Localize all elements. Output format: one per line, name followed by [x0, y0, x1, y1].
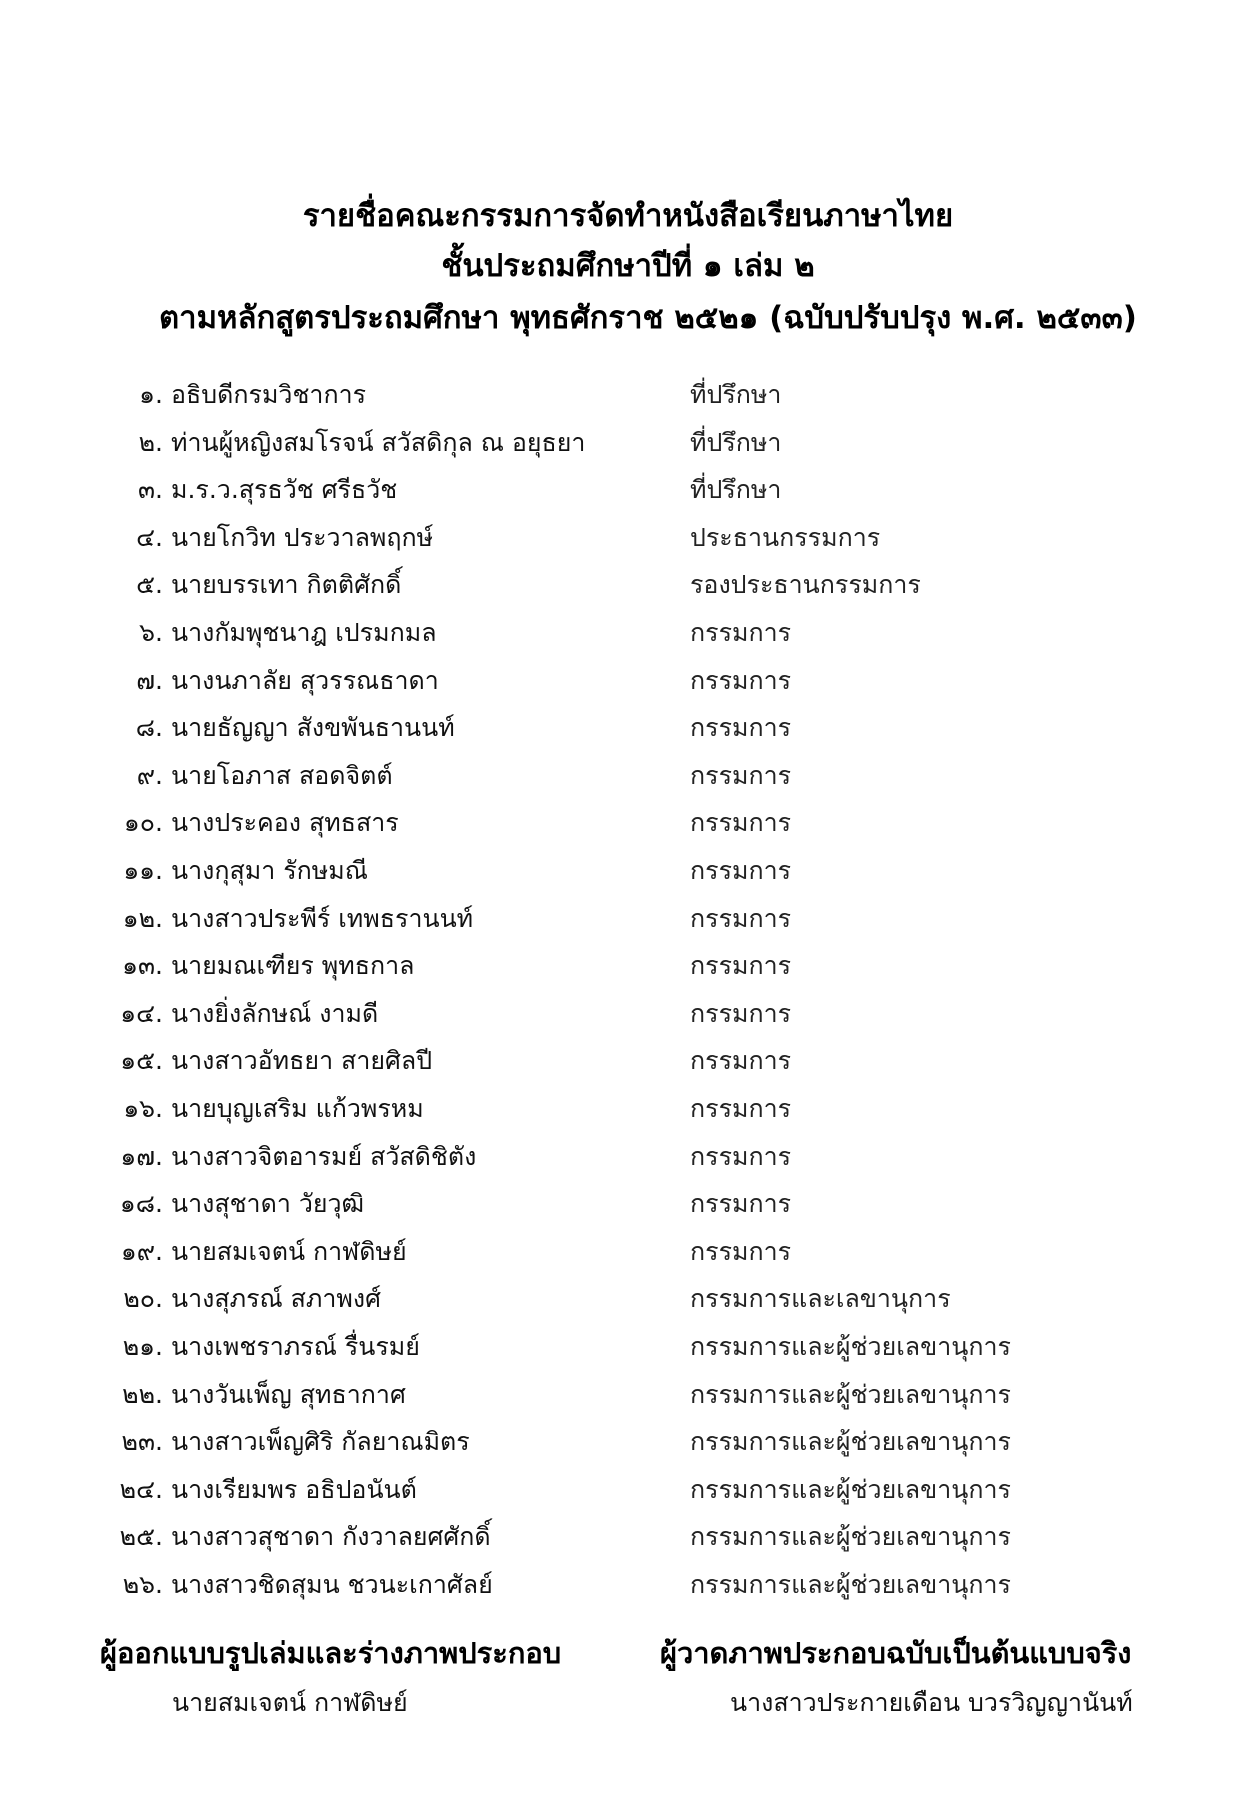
- item-number: ๑๖.: [123, 1094, 163, 1123]
- list-item: [0, 994, 1256, 1040]
- member-name: ม.ร.ว.สุรธวัช ศรีธวัช: [171, 475, 398, 505]
- member-name: นางสาวจิตอารมย์ สวัสดิชิตัง: [171, 1141, 477, 1171]
- item-number: ๑๕.: [120, 1046, 163, 1076]
- designer-heading: ผู้ออกแบบรูปเล่มและร่างภาพประกอบ: [100, 1636, 562, 1670]
- member-name: นางกุสุมา รักษมณี: [171, 856, 368, 885]
- item-number: ๙.: [136, 760, 163, 790]
- member-role: กรรมการ: [690, 951, 792, 981]
- member-name: ท่านผู้หญิงสมโรจน์ สวัสดิกุล ณ อยุธยา: [171, 427, 586, 457]
- list-item: [0, 756, 1256, 802]
- member-name: นายธัญญา สังขพันธานนท์: [171, 713, 455, 743]
- item-number: ๒๖.: [122, 1570, 163, 1599]
- member-name: นางสาวอัทธยา สายศิลปี: [171, 1046, 433, 1076]
- member-role: ที่ปรึกษา: [690, 380, 782, 409]
- member-name: นางสุภรณ์ สภาพงศ์: [171, 1284, 381, 1314]
- member-role: กรรมการ: [690, 1189, 792, 1219]
- member-role: กรรมการ: [690, 665, 792, 695]
- member-name: นางสาวสุชาดา กังวาลยศศักดิ์: [171, 1522, 491, 1552]
- list-item: [0, 518, 1256, 564]
- member-name: นางสาวชิดสุมน ชวนะเกาศัลย์: [171, 1570, 493, 1599]
- item-number: ๒๒.: [122, 1379, 163, 1409]
- member-role: กรรมการ: [690, 903, 792, 933]
- member-role: กรรมการและผู้ช่วยเลขานุการ: [690, 1379, 1011, 1409]
- list-item: [0, 1517, 1256, 1563]
- member-name: นายโอภาส สอดจิตต์: [171, 760, 393, 790]
- member-name: นายสมเจตน์ กาฬดิษย์: [171, 1236, 407, 1266]
- title-line-1: รายชื่อคณะกรรมการจัดทำหนังสือเรียนภาษาไทย: [302, 198, 954, 234]
- item-number: ๒๐.: [123, 1284, 163, 1314]
- member-name: นางเรียมพร อธิปอนันต์: [171, 1474, 417, 1504]
- list-item: [0, 1232, 1256, 1278]
- list-item: [0, 803, 1256, 849]
- member-role: กรรมการและเลขานุการ: [690, 1284, 951, 1314]
- member-role: กรรมการและผู้ช่วยเลขานุการ: [690, 1522, 1011, 1552]
- item-number: ๒๕.: [119, 1522, 163, 1552]
- item-number: ๒๔.: [119, 1474, 163, 1504]
- member-role: กรรมการและผู้ช่วยเลขานุการ: [690, 1570, 1011, 1599]
- member-name: นายมณเฑียร พุทธกาล: [171, 951, 415, 981]
- member-role: ที่ปรึกษา: [690, 475, 782, 505]
- member-name: นางเพชราภรณ์ รื่นรมย์: [171, 1332, 420, 1361]
- member-name: นายโกวิท ประวาลพฤกษ์: [171, 522, 434, 552]
- item-number: ๔.: [136, 522, 163, 552]
- item-number: ๑๓.: [122, 951, 163, 981]
- item-number: ๘.: [135, 713, 163, 743]
- member-role: กรรมการ: [690, 1236, 792, 1266]
- list-item: [0, 1375, 1256, 1421]
- member-name: นางกัมพุชนาฎ เปรมกมล: [171, 618, 437, 647]
- list-item: [0, 1470, 1256, 1516]
- member-role: กรรมการ: [690, 1046, 792, 1076]
- item-number: ๒.: [138, 427, 163, 457]
- illustrator-name: นางสาวประกายเดือน บวรวิญญานันท์: [730, 1688, 1133, 1717]
- list-item: [0, 899, 1256, 945]
- member-role: ประธานกรรมการ: [690, 522, 881, 552]
- member-role: กรรมการ: [690, 998, 792, 1028]
- list-item: [0, 1041, 1256, 1087]
- list-item: [0, 565, 1256, 611]
- list-item: [0, 1327, 1256, 1373]
- list-item: [0, 1089, 1256, 1135]
- title-line-2: ชั้นประถมศึกษาปีที่ ๑ เล่ม ๒: [441, 248, 815, 284]
- item-number: ๑๔.: [120, 998, 163, 1028]
- member-name: นางวันเพ็ญ สุทธากาศ: [171, 1379, 406, 1409]
- item-number: ๑.: [139, 380, 163, 409]
- list-item: [0, 470, 1256, 516]
- item-number: ๑๙.: [120, 1236, 163, 1266]
- member-name: นางสุชาดา วัยวุฒิ: [171, 1189, 365, 1219]
- list-item: [0, 1137, 1256, 1183]
- member-name: นายบรรเทา กิตติศักดิ์: [171, 570, 402, 600]
- member-name: นางนภาลัย สุวรรณธาดา: [171, 665, 439, 695]
- item-number: ๗.: [136, 665, 163, 695]
- member-name: นางประคอง สุทธสาร: [171, 808, 399, 838]
- item-number: ๑๐.: [123, 808, 163, 838]
- item-number: ๑๒.: [122, 903, 163, 933]
- member-role: ที่ปรึกษา: [690, 427, 782, 457]
- list-item: [0, 1279, 1256, 1325]
- member-name: นางสาวประพีร์ เทพธรานนท์: [171, 903, 474, 933]
- member-name: นายบุญเสริม แก้วพรหม: [171, 1094, 424, 1123]
- item-number: ๕.: [136, 570, 163, 600]
- member-role: รองประธานกรรมการ: [690, 570, 921, 600]
- member-role: กรรมการ: [690, 618, 792, 647]
- member-role: กรรมการ: [690, 713, 792, 743]
- list-item: [0, 946, 1256, 992]
- illustrator-heading: ผู้วาดภาพประกอบฉบับเป็นต้นแบบจริง: [660, 1636, 1132, 1670]
- member-role: กรรมการ: [690, 856, 792, 885]
- designer-name: นายสมเจตน์ กาฬดิษย์: [172, 1688, 408, 1717]
- member-role: กรรมการ: [690, 1094, 792, 1123]
- item-number: ๓.: [137, 475, 163, 505]
- item-number: ๖.: [139, 618, 163, 647]
- member-role: กรรมการ: [690, 760, 792, 790]
- member-role: กรรมการ: [690, 808, 792, 838]
- member-role: กรรมการและผู้ช่วยเลขานุการ: [690, 1474, 1011, 1504]
- item-number: ๑๗.: [120, 1141, 163, 1171]
- list-item: [0, 613, 1256, 659]
- item-number: ๑๘.: [119, 1189, 163, 1219]
- member-name: นางยิ่งลักษณ์ งามดี: [171, 998, 379, 1028]
- member-role: กรรมการและผู้ช่วยเลขานุการ: [690, 1332, 1011, 1361]
- list-item: [0, 423, 1256, 469]
- list-item: [0, 375, 1256, 421]
- item-number: ๒๑.: [122, 1332, 163, 1361]
- list-item: [0, 1184, 1256, 1230]
- item-number: ๑๑.: [123, 856, 163, 885]
- title-line-3: ตามหลักสูตรประถมศึกษา พุทธศักราช ๒๕๒๑ (ฉบับปรับปรุง พ.ศ. ๒๕๓๓): [159, 300, 1137, 336]
- list-item: [0, 851, 1256, 897]
- member-role: กรรมการและผู้ช่วยเลขานุการ: [690, 1427, 1011, 1457]
- list-item: [0, 708, 1256, 754]
- list-item: [0, 1565, 1256, 1611]
- member-name: อธิบดีกรมวิชาการ: [171, 380, 367, 409]
- item-number: ๒๓.: [121, 1427, 163, 1457]
- member-name: นางสาวเพ็ญศิริ กัลยาณมิตร: [171, 1427, 470, 1457]
- member-role: กรรมการ: [690, 1141, 792, 1171]
- list-item: [0, 661, 1256, 707]
- list-item: [0, 1422, 1256, 1468]
